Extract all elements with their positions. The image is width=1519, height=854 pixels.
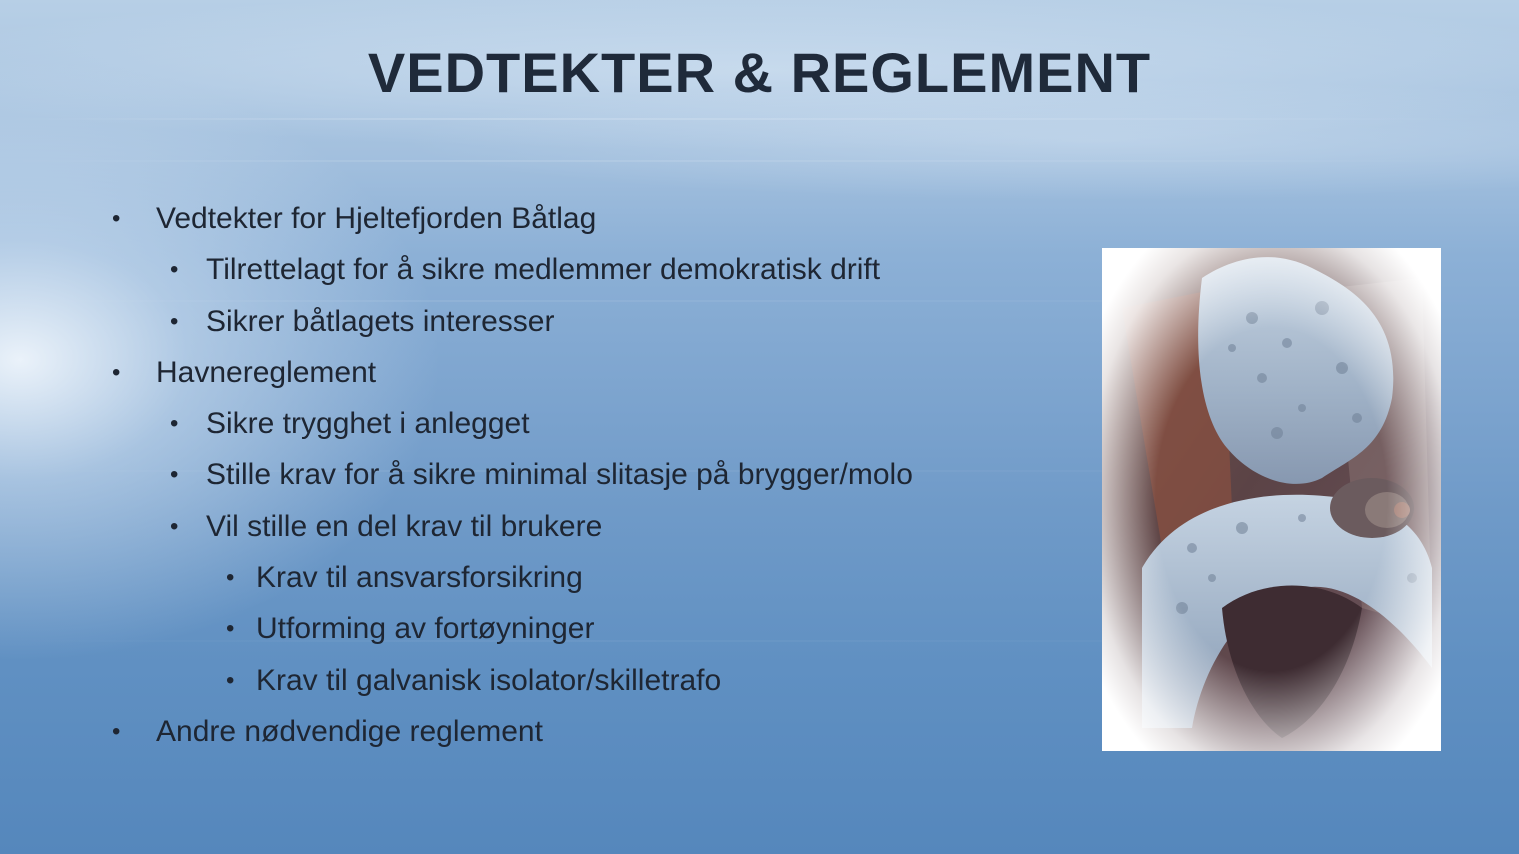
slide-title: VEDTEKTER & REGLEMENT bbox=[367, 41, 1152, 104]
water-sheen bbox=[0, 160, 1519, 162]
bullet-item-level-1 bbox=[0, 706, 1080, 757]
bullet-item-level-2 bbox=[0, 244, 1080, 295]
bullet-item-level-3 bbox=[0, 603, 1080, 654]
bullet-text: Krav til ansvarsforsikring bbox=[256, 561, 583, 595]
propeller-image bbox=[1102, 248, 1441, 751]
bullet-text: Vedtekter for Hjeltefjorden Båtlag bbox=[156, 202, 597, 235]
bullet-item-level-1 bbox=[0, 193, 1080, 244]
bullet-item-level-2 bbox=[0, 449, 1080, 500]
bullet-text: Vil stille en del krav til brukere bbox=[206, 509, 603, 543]
bullet-dot-icon: • bbox=[226, 666, 235, 694]
bullet-text: Utforming av fortøyninger bbox=[256, 612, 595, 646]
bullet-dot-icon: • bbox=[170, 410, 179, 438]
bullet-dot-icon: • bbox=[170, 512, 179, 540]
bullet-item-level-2 bbox=[0, 296, 1080, 347]
bullet-item-level-1 bbox=[0, 347, 1080, 398]
bullet-dot-icon: • bbox=[170, 256, 179, 284]
bullet-text: Stille krav for å sikre minimal slitasje på brygger/molo bbox=[206, 458, 913, 492]
bullet-list bbox=[0, 193, 1080, 757]
bullet-text: Andre nødvendige reglement bbox=[156, 714, 543, 748]
bullet-item-level-2 bbox=[0, 501, 1080, 552]
bullet-dot-icon: • bbox=[226, 615, 235, 643]
bullet-text: Sikre trygghet i anlegget bbox=[206, 407, 530, 441]
bullet-dot-icon: • bbox=[112, 358, 121, 386]
bullet-dot-icon: • bbox=[226, 564, 235, 592]
bullet-text: Tilrettelagt for å sikre medlemmer demokratisk drift bbox=[206, 253, 881, 287]
bullet-dot-icon: • bbox=[170, 307, 179, 335]
bullet-text: Krav til galvanisk isolator/skilletrafo bbox=[256, 663, 722, 697]
bullet-item-level-3 bbox=[0, 552, 1080, 603]
bullet-text: Havnereglement bbox=[156, 355, 377, 389]
bullet-dot-icon: • bbox=[170, 461, 179, 489]
bullet-item-level-3 bbox=[0, 655, 1080, 706]
water-sheen bbox=[0, 118, 1519, 120]
bullet-dot-icon: • bbox=[112, 205, 121, 232]
bullet-item-level-2 bbox=[0, 398, 1080, 449]
bullet-text: Sikrer båtlagets interesser bbox=[206, 304, 555, 338]
corroded-propeller-photo bbox=[1102, 248, 1441, 751]
bullet-dot-icon: • bbox=[112, 717, 121, 745]
